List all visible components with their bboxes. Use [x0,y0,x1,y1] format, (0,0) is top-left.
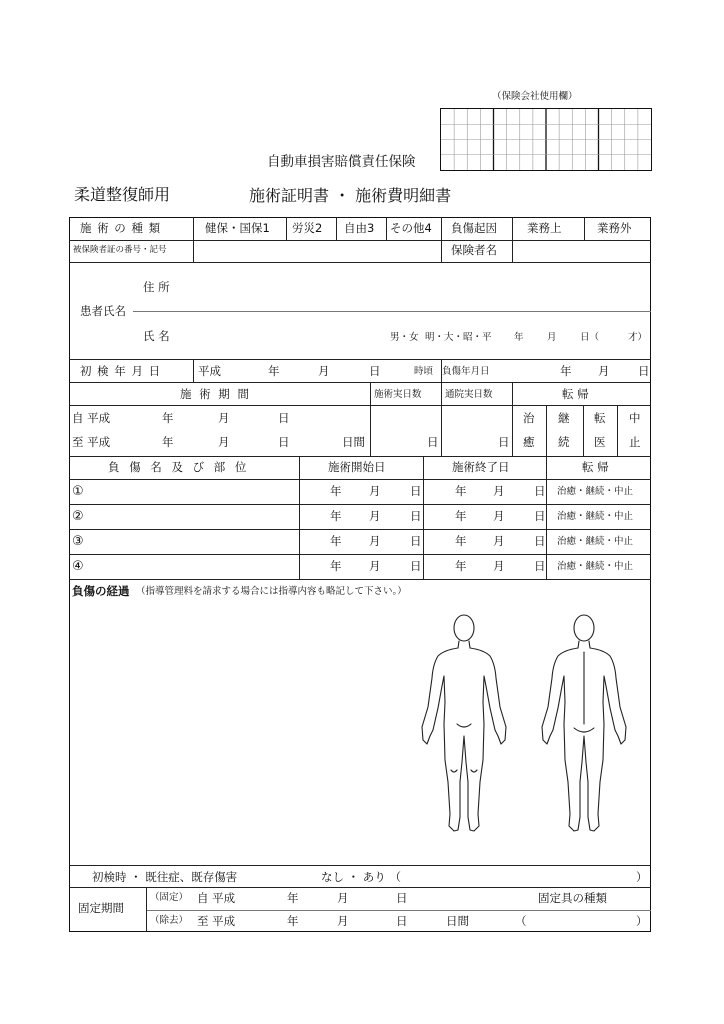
actual-days-unit: 日 [427,435,439,449]
birth-year-label: 年 [514,332,524,343]
period-to-day: 日 [278,435,290,449]
address-label: 住 所 [143,280,170,294]
injury-year: 年 [560,364,572,378]
outcome-stop-2[interactable]: 止 [629,435,641,449]
first-visit-day: 日 [369,364,381,378]
treatment-type-option-4[interactable]: その他4 [390,221,432,235]
outcome-cured-2[interactable]: 癒 [523,435,535,449]
fixation-to-month: 月 [337,914,349,928]
first-visit-time: 時頃 [414,366,434,377]
fixation-period-label: 固定期間 [78,901,124,915]
first-visit-label: 初 検 年 月 日 [80,364,162,378]
body-back-icon [542,615,626,831]
treatment-type-option-2[interactable]: 労災2 [292,221,323,235]
outcome-cured-1[interactable]: 治 [523,411,535,425]
fixation-days-label: 日間 [446,914,469,928]
outcome-transfer-1[interactable]: 転 [594,411,606,425]
name-label: 氏 名 [143,329,170,343]
insured-card-number-label: 被保険者証の番号・記号 [73,245,167,255]
insurer-use-grid [440,108,652,171]
prior-conditions-choice[interactable]: なし ・ あり （ [321,870,401,884]
fixation-from-month: 月 [337,891,349,905]
period-from-month: 月 [218,411,230,425]
row-number: ① [72,484,84,499]
fixation-device-label: 固定具の種類 [538,891,607,905]
sex-options[interactable]: 男・女 [390,332,419,343]
prior-close-paren: ） [636,870,648,884]
end-date-header: 施術終了日 [452,460,510,474]
first-visit-year: 年 [268,364,280,378]
outcome-transfer-2[interactable]: 医 [594,435,606,449]
visit-days-unit: 日 [498,435,510,449]
device-open-paren: （ [515,914,527,928]
treatment-type-label: 施 術 の 種 類 [80,221,162,235]
fixation-to-day: 日 [396,914,408,928]
injury-outcome-header: 転 帰 [582,460,609,474]
injury-course-label: 負傷の経過 [72,584,130,598]
period-days-label: 日間 [342,435,365,449]
visit-days-label: 通院実日数 [445,389,493,400]
outcome-continue-1[interactable]: 継 [558,411,570,425]
outcome-stop-1[interactable]: 中 [629,411,641,425]
fixation-to-year: 年 [287,914,299,928]
start-date-header: 施術開始日 [328,460,386,474]
outcome-options[interactable]: 治癒・継続・中止 [557,536,634,547]
fixation-remove-label: （除去） [150,915,189,926]
insurer-use-label: （保険会社使用欄） [492,91,578,102]
birth-day-label: 日（ [580,332,600,343]
device-close-paren: ） [636,914,648,928]
actual-treatment-days-label: 施術実日数 [374,389,422,400]
age-label: 才） [628,332,648,343]
injury-cause-label: 負傷起因 [451,221,497,235]
outcome-options[interactable]: 治癒・継続・中止 [557,561,634,572]
cause-work-option[interactable]: 業務上 [527,221,562,235]
insurer-name-label: 保険者名 [451,243,497,257]
injury-date-label: 負傷年月日 [442,366,490,377]
treatment-period-label: 施 術 期 間 [180,387,251,401]
prior-conditions-label: 初検時 ・ 既往症、既存傷害 [92,870,238,884]
era-options[interactable]: 明・大・昭・平 [425,332,492,343]
patient-name-section-label: 患者氏名 [80,304,126,318]
fixation-to-label: 至 平成 [197,914,236,928]
period-from-year: 年 [162,411,174,425]
injury-day: 日 [638,364,650,378]
outcome-label: 転 帰 [562,387,589,401]
first-visit-month: 月 [318,364,330,378]
injury-name-header: 負 傷 名 及 び 部 位 [108,460,250,474]
birth-month-label: 月 [547,332,557,343]
outcome-continue-2[interactable]: 続 [558,435,570,449]
treatment-type-option-1[interactable]: 健保・国保1 [205,221,270,235]
injury-month: 月 [598,364,610,378]
document-title: 施術証明書 ・ 施術費明細書 [249,186,452,205]
treatment-type-option-3[interactable]: 自由3 [344,221,375,235]
fixation-from-year: 年 [287,891,299,905]
liability-insurance-label: 自動車損害賠償責任保険 [267,154,416,170]
period-to-year: 年 [162,435,174,449]
period-to-month: 月 [218,435,230,449]
fixation-fix-label: （固定） [150,892,189,903]
period-from-label: 自 平成 [72,411,111,425]
period-to-label: 至 平成 [72,435,111,449]
injury-course-note: （指導管理料を請求する場合には指導内容も略記して下さい。） [136,586,407,597]
cause-nonwork-option[interactable]: 業務外 [597,221,632,235]
fixation-from-label: 自 平成 [197,891,236,905]
fixation-from-day: 日 [396,891,408,905]
body-diagram [414,612,642,840]
body-front-icon [422,615,506,831]
first-visit-era: 平成 [198,364,221,378]
period-from-day: 日 [278,411,290,425]
outcome-options[interactable]: 治癒・継続・中止 [557,486,634,497]
judo-use-label: 柔道整復師用 [74,185,171,204]
outcome-options[interactable]: 治癒・継続・中止 [557,511,634,522]
